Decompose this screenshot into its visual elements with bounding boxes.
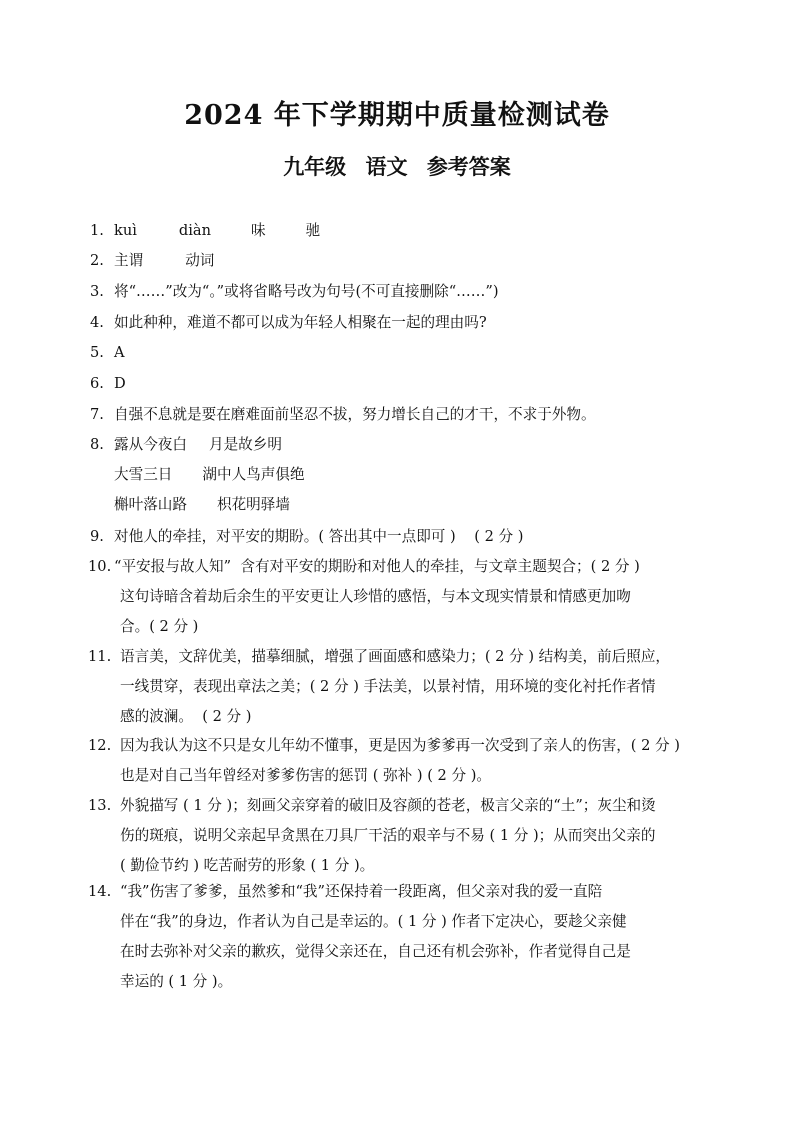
poem-phrase: 露从今夜白	[114, 436, 187, 453]
poem-phrase: 月是故乡明	[208, 436, 282, 453]
answer-line: 外貌描写 ( 1 分 )；刻画父亲穿着的破旧及容颜的苍老，极言父亲的“土”；灰尘和烫	[120, 797, 656, 814]
answer-line: 伴在“我”的身边，作者认为自己是幸运的。( 1 分 ) 作者下定决心，要趁父亲健	[120, 913, 627, 930]
exam-subtitle	[0, 152, 794, 182]
answer-part: 主谓	[114, 252, 144, 269]
answer-line: 因为我认为这不只是女儿年幼不懂事，更是因为爹爹再一次受到了亲人的伤害，( 2 分 )	[120, 737, 680, 754]
answer-line: “平安报与故人知” 含有对平安的期盼和对他人的牵挂，与文章主题契合；( 2 分 )	[114, 558, 640, 575]
answer-number: 11.	[88, 648, 112, 665]
answer-text: 如此种种，难道不都可以成为年轻人相聚在一起的理由吗?	[114, 314, 487, 331]
answer-item-8	[90, 430, 710, 513]
answer-item-9	[90, 522, 710, 552]
answer-item-6	[90, 369, 710, 399]
answer-line: 在时去弥补对父亲的歉疚，觉得父亲还在，自己还有机会弥补，作者觉得自己是	[120, 943, 631, 960]
answer-number: 13.	[88, 797, 112, 814]
answer-item-3	[90, 277, 710, 307]
subject-label: 语文	[365, 154, 408, 179]
poem-line	[114, 460, 305, 490]
answer-text: 对他人的牵挂，对平安的期盼。( 答出其中一点即可 ) ( 2 分 )	[114, 528, 524, 545]
answer-number: 8.	[90, 436, 104, 453]
poem-line	[114, 490, 290, 520]
answer-item-14	[90, 877, 710, 997]
answer-text: D	[114, 375, 126, 392]
answer-number: 2.	[90, 252, 104, 269]
answer-number: 4.	[90, 314, 104, 331]
poem-phrase: 枳花明驿墙	[216, 496, 290, 513]
poem-phrase: 槲叶落山路	[114, 496, 187, 513]
pinyin-answer: diàn	[178, 222, 212, 239]
answer-line: 合。( 2 分 )	[120, 618, 199, 635]
answer-item-11	[90, 642, 710, 732]
answer-text: A	[114, 344, 125, 361]
answer-line: 也是对自己当年曾经对爹爹伤害的惩罚 ( 弥补 ) ( 2 分 )。	[120, 767, 492, 784]
answer-line: “我”伤害了爹爹，虽然爹和“我”还保持着一段距离，但父亲对我的爱一直陪	[120, 883, 603, 900]
answer-item-13	[90, 791, 710, 881]
doc-type-label: 参考答案	[426, 154, 511, 179]
answer-item-1	[90, 216, 710, 246]
answer-number: 1.	[90, 222, 104, 239]
poem-phrase: 大雪三日	[114, 466, 173, 483]
character-answer: 味	[251, 222, 266, 239]
grade-label: 九年级	[283, 154, 347, 179]
answer-text: 自强不息就是要在磨难面前坚忍不拔，努力增长自己的才干，不求于外物。	[114, 406, 596, 423]
answer-item-4	[90, 308, 710, 338]
answer-item-7	[90, 400, 710, 430]
answer-line: 一线贯穿，表现出章法之美；( 2 分 ) 手法美，以景衬情，用环境的变化衬托作者情	[120, 678, 656, 695]
answer-number: 7.	[90, 406, 104, 423]
answer-line: 这句诗暗含着劫后余生的平安更让人珍惜的感悟，与本文现实情景和情感更加吻	[120, 588, 631, 605]
answer-number: 3.	[90, 283, 104, 300]
answer-item-2	[90, 246, 710, 276]
answer-part: 动词	[185, 252, 215, 269]
poem-line	[114, 430, 710, 460]
answer-line: 伤的斑痕，说明父亲起早贪黑在刀具厂干活的艰辛与不易 ( 1 分 )；从而突出父亲的	[120, 827, 656, 844]
answer-line: 语言美，文辞优美，描摹细腻，增强了画面感和感染力；( 2 分 ) 结构美，前后照应，	[120, 648, 671, 665]
pinyin-answer: kuì	[114, 222, 137, 239]
answer-number: 12.	[88, 737, 112, 754]
exam-title: 2024 年下学期期中质量检测试卷	[184, 100, 610, 131]
answer-number: 10.	[88, 558, 112, 575]
answer-line: 幸运的 ( 1 分 )。	[120, 973, 233, 990]
answer-text: 将“……”改为“。”或将省略号改为句号(不可直接删除“……”)	[114, 283, 499, 300]
answer-item-10	[90, 552, 710, 642]
answer-number: 14.	[88, 883, 112, 900]
answer-number: 6.	[90, 375, 104, 392]
character-answer: 驰	[305, 222, 321, 239]
answer-number: 9.	[90, 528, 104, 545]
answer-line: ( 勤俭节约 ) 吃苦耐劳的形象 ( 1 分 )。	[120, 857, 375, 874]
answer-line: 感的波澜。 ( 2 分 )	[120, 708, 252, 725]
answer-number: 5.	[90, 344, 104, 361]
answer-item-12	[90, 731, 710, 791]
answer-item-5	[90, 338, 710, 368]
poem-phrase: 湖中人鸟声俱绝	[202, 466, 305, 483]
